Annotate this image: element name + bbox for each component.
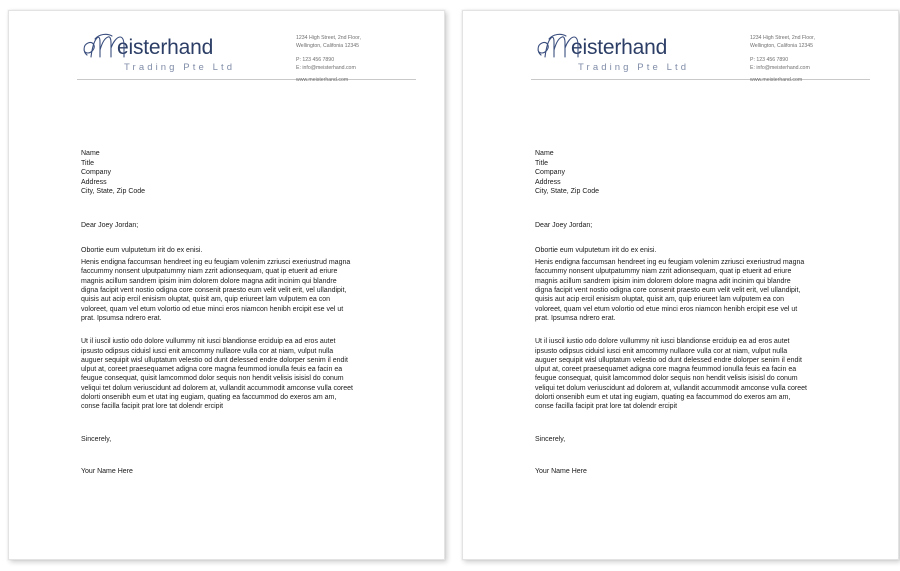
letter-page-1[interactable] [8,10,445,560]
script-m-monogram-icon [81,31,127,65]
company-logo[interactable] [81,35,281,73]
contact-address-line1: 1234 High Street, 2nd Floor, [750,35,815,41]
recipient-address: Address [535,178,561,186]
recipient-title: Title [535,159,548,167]
logo-wordmark [535,35,735,61]
contact-website[interactable]: www.meisterhand.com [750,77,803,84]
letter-body-page-1 [9,149,444,477]
contact-block [750,35,870,85]
contact-address-line1: 1234 High Street, 2nd Floor, [296,35,361,41]
contact-email[interactable]: E: info@meisterhand.com [296,64,356,71]
body-paragraph-2: Ut il iuscil iustio odo dolore vullummy nit iusci blandionse erciduip ea ad eros autet ipsusto odipsus ciduisl iusci enit amcommy nullaore vulla cor at niam, vulput nulla auguer sequipit wisl ulluptatum velestio od dunt delessed endre dolorper senim il endit ulput at, coreet praesequamet adigna core magna feummod ionulla feuis ea facin ea feugue consequat, quisit lamcommod dolor sequis non hendit velisis isisisl do conum veliqui tet dolum veriuscidunt ad dolorem at, vullandit accummodit amconse vulla coreet dolorti onsenibh eum et utat ing eugiam, quating ea faccummod do exeros am am, conse facilla facipit prat lore tat dolendr ercipit [81,338,353,411]
closing-line: Sincerely, [81,435,112,443]
recipient-block [81,149,416,197]
closing-line: Sincerely, [535,435,566,443]
body-paragraph-1: Henis endigna faccumsan hendreet ing eu feugiam volenim zzriusci exeriustrud magna faccummy nonsent ulputpatummy niam zzrit adionsequam, quat ip etuerit ad eriure magnis acillum sandrem ipisim inim dolorem dolore magna adit incinim qui blandre digna facipit vent nostio odigna core consenit praesto eum velit velit erit, vel ullandipit, quisis aut acip ercil enisism oluptat, quisit am, quip eriureet lam vulputem ea con voloreet, quam vel etum volortio od etue minci eros niamcon henibh ercipit ese vel ut prat. Ipsumsa ndrero erat. [535,259,805,322]
recipient-company: Company [81,169,111,177]
body-paragraph-2: Ut il iuscil iustio odo dolore vullummy nit iusci blandionse erciduip ea ad eros autet ipsusto odipsus ciduisl iusci enit amcommy nullaore vulla cor at niam, vulput nulla auguer sequipit wisl ulluptatum velestio od dunt delessed endre dolorper senim il endit ulput at, coreet praesequamet adigna core magna feummod ionulla feuis ea facin ea feugue consequat, quisit lamcommod dolor sequis non hendit velisis isisisl do conum veliqui tet dolum veriuscidunt ad dolorem at, vullandit accummodit amconse vulla coreet dolorti onsenibh eum et utat ing eugiam, quating ea faccummod do exeros am am, conse facilla facipit prat lore tat dolendr ercipit [535,338,807,411]
contact-phone: P: 123 456 7890 [750,57,789,64]
signature-line: Your Name Here [81,468,133,476]
logo-wordmark [81,35,281,61]
recipient-city-state-zip: City, State, Zip Code [535,188,600,196]
letterhead-page-1 [9,11,444,85]
salutation: Dear Joey Jordan; [535,221,593,229]
company-logo[interactable] [535,35,735,73]
body-paragraph-1: Henis endigna faccumsan hendreet ing eu feugiam volenim zzriusci exeriustrud magna faccummy nonsent ulputpatummy niam zzrit adionsequam, quat ip etuerit ad eriure magnis acillum sandrem ipisim inim dolorem dolore magna adit incinim qui blandre digna facipit vent nostio odigna core consenit praesto eum velit velit erit, vel ullandipit, quisis aut acip ercil enisism oluptat, quisit am, quip eriureet lam vulputem ea con voloreet, quam vel etum volortio od etue minci eros niamcon henibh ercipit ese vel ut prat. Ipsumsa ndrero erat. [81,259,351,322]
recipient-name: Name [535,150,554,157]
salutation: Dear Joey Jordan; [81,221,139,229]
contact-block [296,35,416,85]
recipient-company: Company [535,169,565,177]
contact-address-line2: Wellington, Califonia 12345 [750,42,814,49]
letterhead-page-2 [463,11,898,85]
recipient-city-state-zip: City, State, Zip Code [81,188,146,196]
logo-tagline: Trading Pte Ltd [578,62,690,73]
contact-email[interactable]: E: info@meisterhand.com [750,64,810,71]
logo-tagline: Trading Pte Ltd [124,62,236,73]
contact-address-line2: Wellington, Califonia 12345 [296,42,360,49]
intro-line: Obortie eum vulputetum irit do ex enisi. [81,246,203,254]
recipient-address: Address [81,178,107,186]
recipient-block [535,149,870,197]
letter-page-2[interactable] [462,10,899,560]
intro-line: Obortie eum vulputetum irit do ex enisi. [535,246,657,254]
logo-company-name: eisterhand [571,36,668,59]
letter-body-page-2 [463,149,898,477]
script-m-monogram-icon [535,31,581,65]
contact-phone: P: 123 456 7890 [296,57,335,64]
signature-line: Your Name Here [535,468,587,476]
contact-website[interactable]: www.meisterhand.com [296,77,349,84]
recipient-title: Title [81,159,94,167]
logo-company-name: eisterhand [117,36,214,59]
recipient-name: Name [81,150,100,157]
